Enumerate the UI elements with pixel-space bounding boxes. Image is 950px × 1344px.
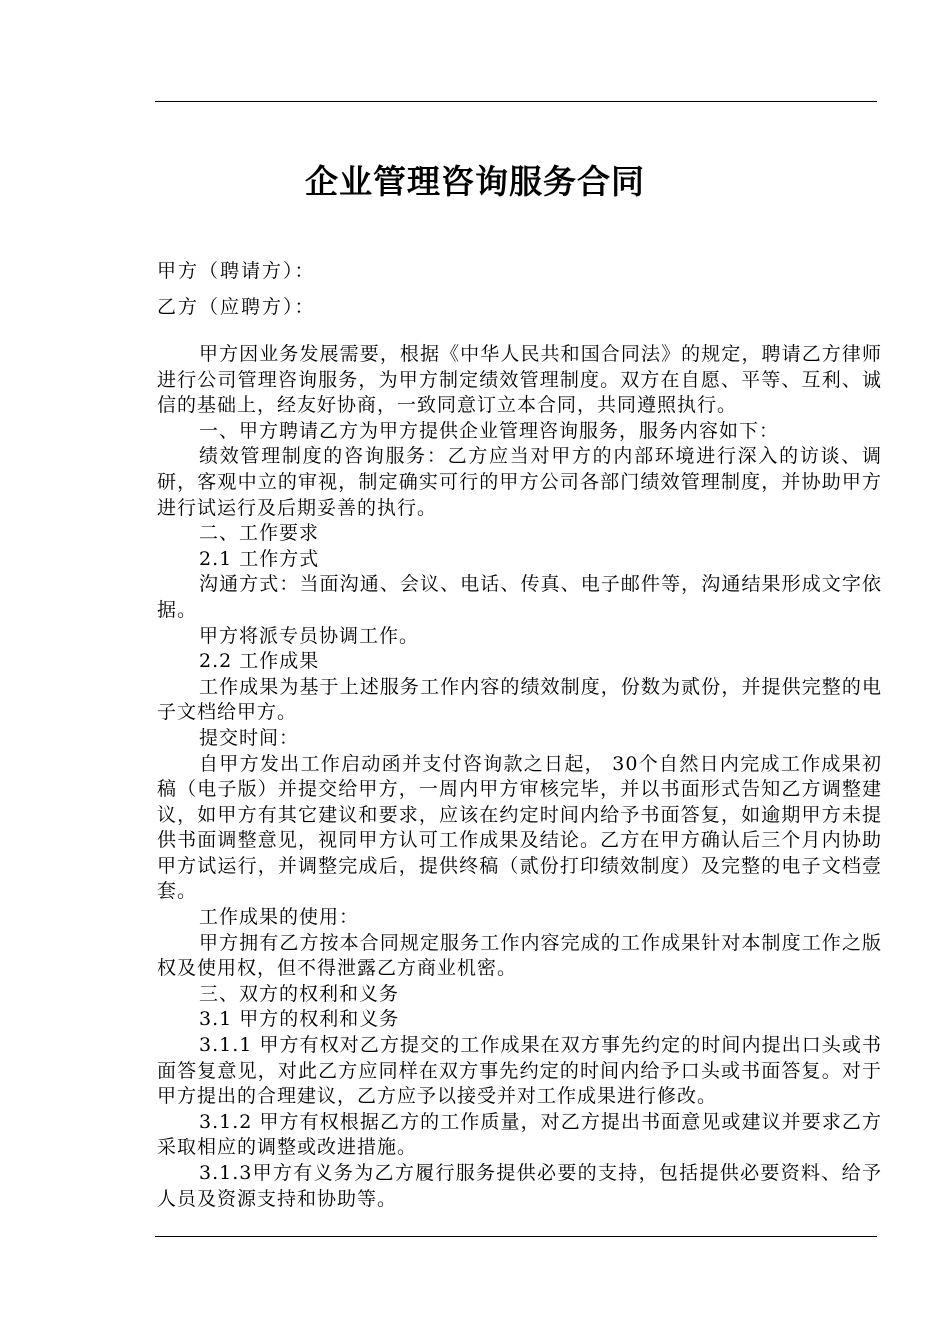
clause-3-1-2: 3.1.2 甲方有权根据乙方的工作质量，对乙方提出书面意见或建议并要求乙方采取相应的调整或改进措施。 xyxy=(157,1110,882,1159)
contract-body xyxy=(157,342,882,1212)
results-usage-heading: 工作成果的使用： xyxy=(199,906,360,929)
submission-time-content: 自甲方发出工作启动函并支付咨询款之日起， 30个自然日内完成工作成果初稿（电子版）并提交给甲方，一周内甲方审核完毕，并以书面形式告知乙方调整建议，如甲方有其它建议和要求，应该在约定时间内给予书面答复，如逾期甲方未提供书面调整意见，视同甲方认可工作成果及结论。乙方在甲方确认后三个月内协助甲方试运行，并调整完成后，提供终稿（贰份打印绩效制度）及完整的电子文档壹套。 xyxy=(157,752,882,903)
footer-rule xyxy=(155,1236,877,1237)
clause-3-1-3: 3.1.3甲方有义务为乙方履行服务提供必要的支持，包括提供必要资料、给予人员及资源支持和协助等。 xyxy=(157,1162,882,1210)
results-usage-content: 甲方拥有乙方按本合同规定服务工作内容完成的工作成果针对本制度工作之版权及使用权，但不得泄露乙方商业机密。 xyxy=(157,931,882,980)
section-2-1-heading: 2.1 工作方式 xyxy=(199,547,320,570)
party-a-label: 甲方（聘请方）： xyxy=(157,260,316,282)
header-rule xyxy=(155,101,877,102)
intro-paragraph: 甲方因业务发展需要，根据《中华人民共和国合同法》的规定，聘请乙方律师进行公司管理咨询服务，为甲方制定绩效管理制度。双方在自愿、平等、互利、诚信的基础上，经友好协商，一致同意订立本合同，共同遵照执行。 xyxy=(157,343,882,417)
section-3-heading: 三、双方的权利和义务 xyxy=(199,982,400,1005)
section-2-2-heading: 2.2 工作成果 xyxy=(199,650,320,673)
clause-3-1-1: 3.1.1 甲方有权对乙方提交的工作成果在双方事先约定的时间内提出口头或书面答复意见，对此乙方应同样在双方事先约定的时间内给予口头或书面答复。对于甲方提出的合理建议，乙方应予以接受并对工作成果进行修改。 xyxy=(157,1034,882,1108)
section-1-heading: 一、甲方聘请乙方为甲方提供企业管理咨询服务，服务内容如下： xyxy=(199,419,780,442)
communication-method: 沟通方式：当面沟通、会议、电话、传真、电子邮件等，沟通结果形成文字依据。 xyxy=(157,573,882,621)
document-title: 企业管理咨询服务合同 xyxy=(305,162,645,201)
submission-time-heading: 提交时间： xyxy=(199,726,300,749)
section-2-heading: 二、工作要求 xyxy=(199,522,320,545)
work-results: 工作成果为基于上述服务工作内容的绩效制度，份数为贰份，并提供完整的电子文档给甲方。 xyxy=(157,675,882,724)
section-3-1-heading: 3.1 甲方的权利和义务 xyxy=(199,1008,400,1031)
coordinator-note: 甲方将派专员协调工作。 xyxy=(199,624,420,647)
section-1-content: 绩效管理制度的咨询服务：乙方应当对甲方的内部环境进行深入的访谈、调研，客观中立的审视，制定确实可行的甲方公司各部门绩效管理制度，并协助甲方进行试运行及后期妥善的执行。 xyxy=(157,445,882,519)
party-b-label: 乙方（应聘方）： xyxy=(157,296,316,318)
